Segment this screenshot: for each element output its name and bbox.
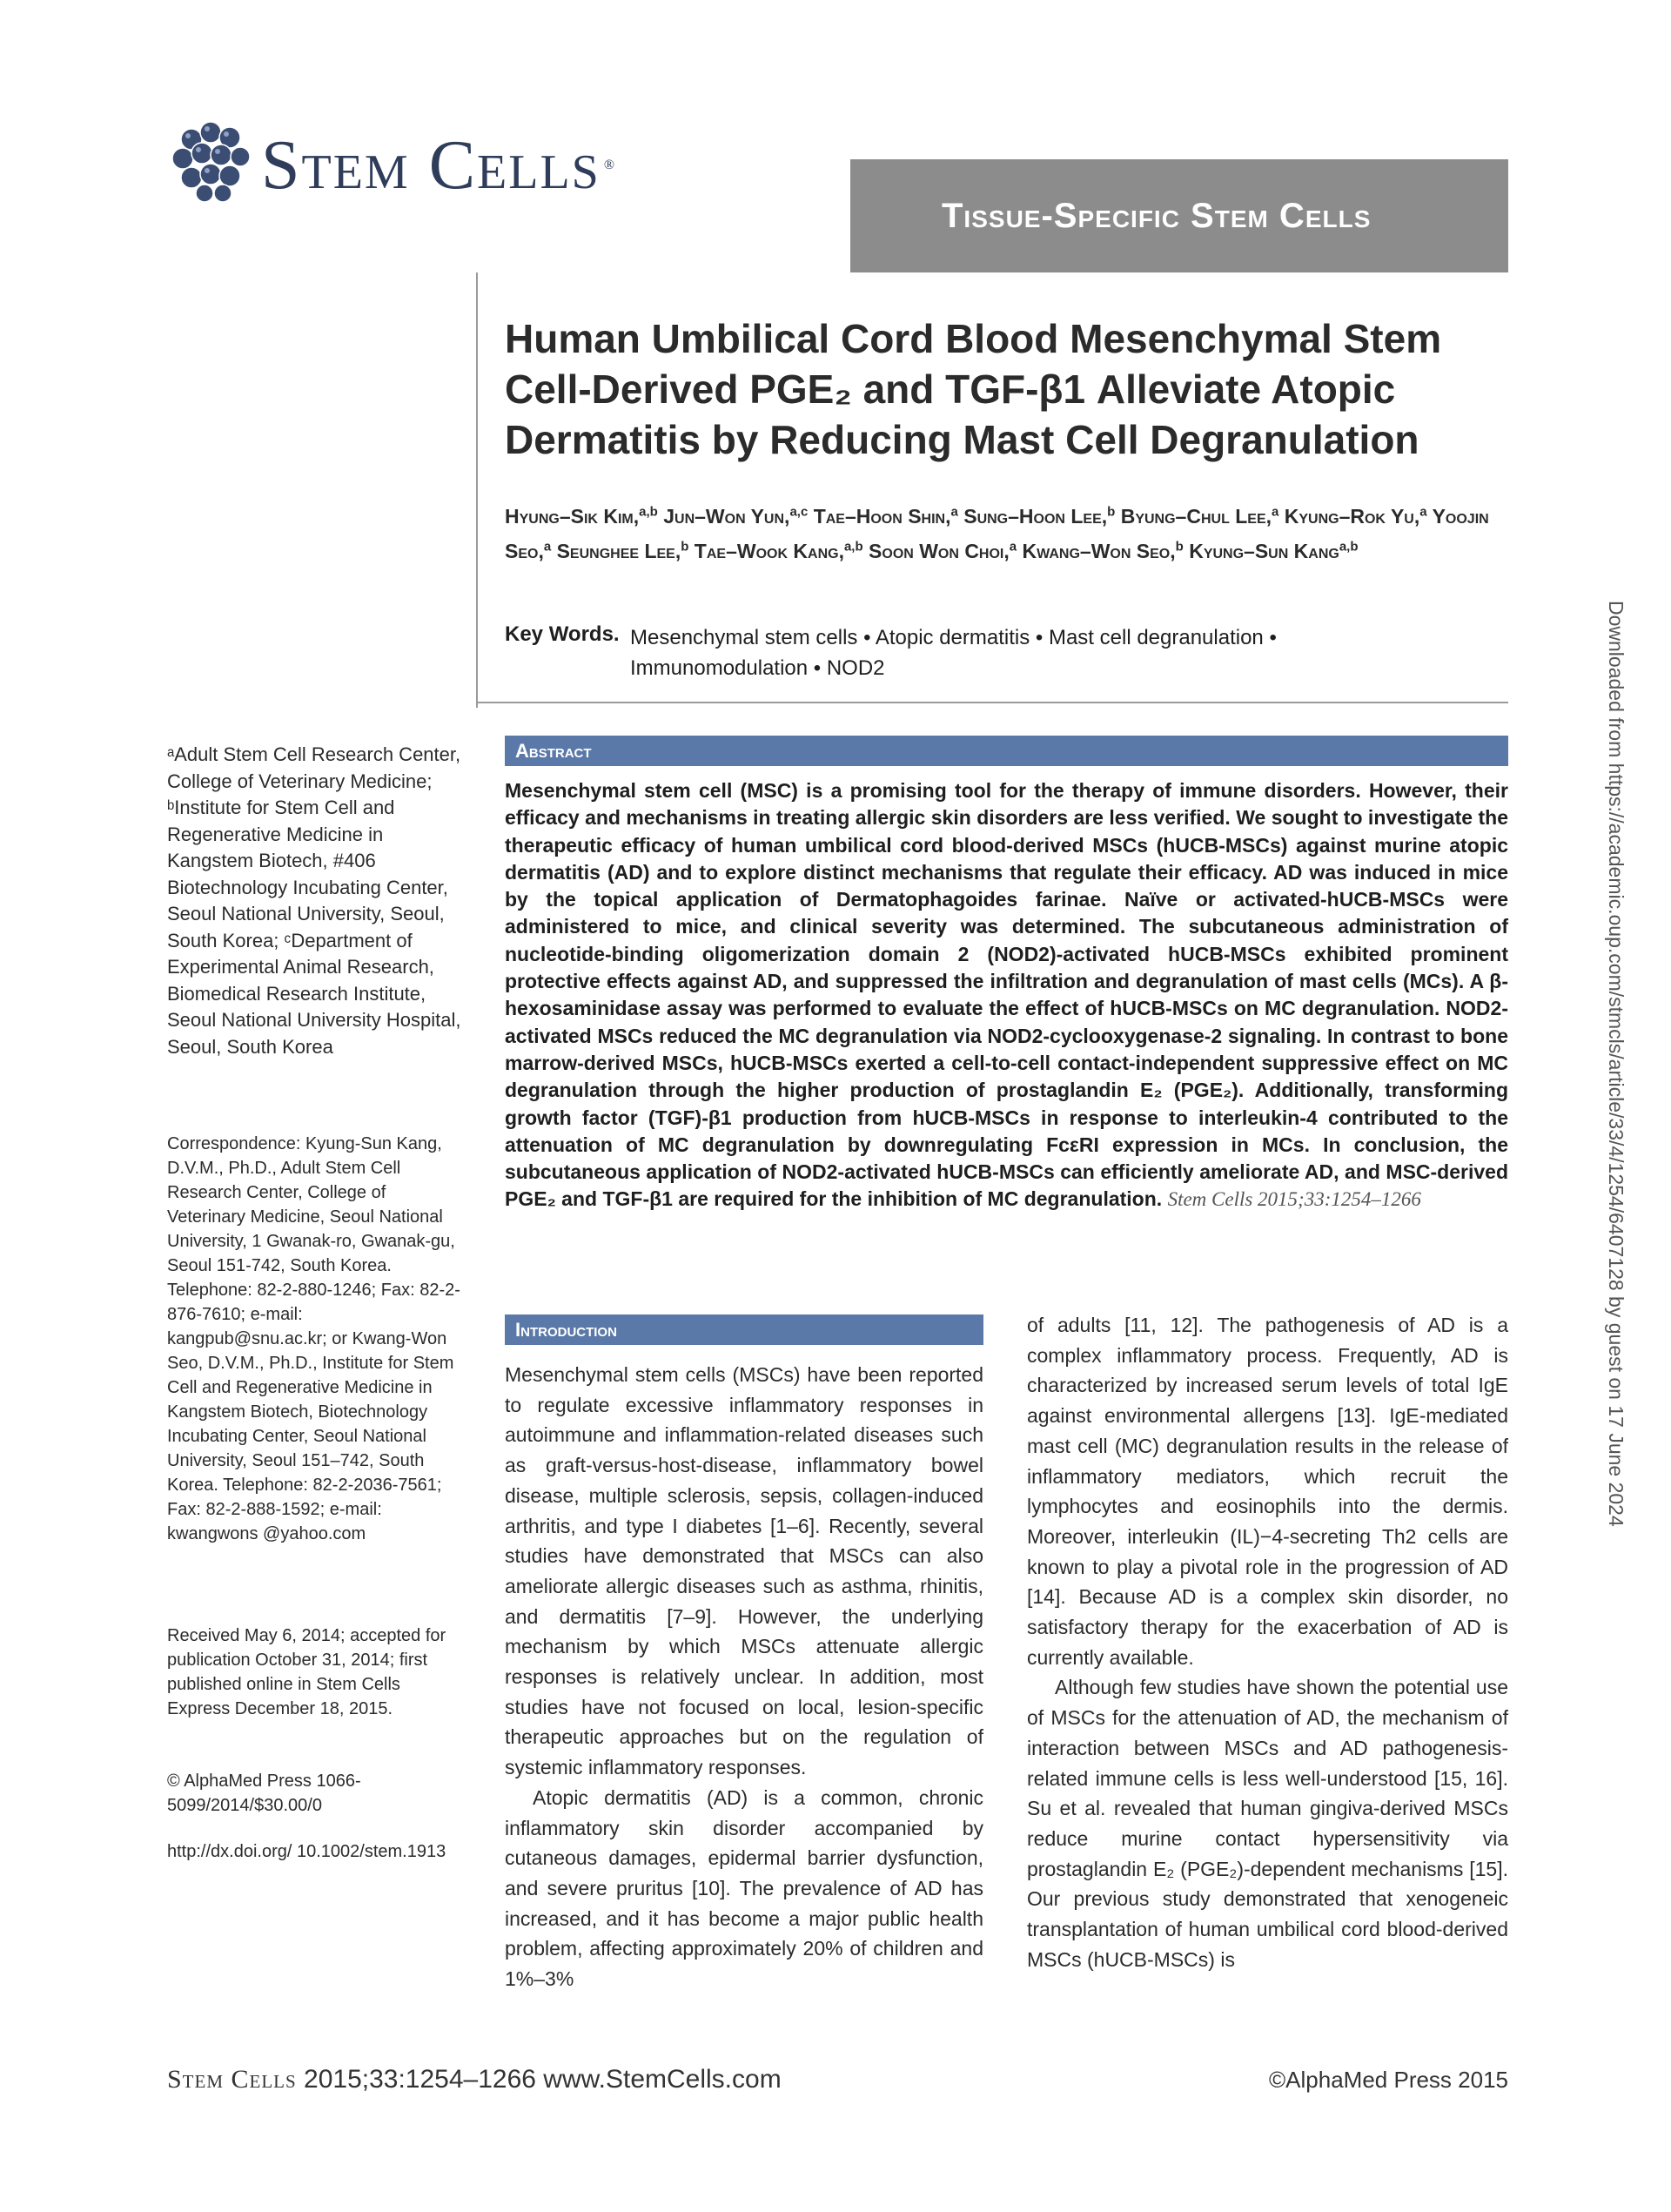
author-name: Yoojin Seo,: [505, 504, 1489, 563]
author-affiliation-marker: a,c: [789, 504, 809, 519]
author: [1285, 505, 1427, 528]
author-affiliation-marker: a: [1009, 539, 1017, 555]
author-name: Tae–Wook Kang,: [694, 540, 844, 563]
received-dates: Received May 6, 2014; accepted for publication October 31, 2014; first published online in Stem Cells Express December 18, 2015.: [167, 1626, 446, 1718]
doi-link[interactable]: http://dx.doi.org/ 10.1002/stem.1913: [167, 1842, 446, 1861]
author: [1121, 505, 1279, 528]
title-divider-horizontal: [476, 702, 1508, 703]
author: [869, 540, 1017, 562]
body-column-left: [505, 1360, 983, 1994]
author: [963, 505, 1115, 528]
author: [663, 505, 808, 528]
author: [1023, 540, 1184, 562]
author-name: Byung–Chul Lee,: [1120, 504, 1272, 528]
copyright-notice: © AlphaMed Press 1066-5099/2014/$30.00/0: [167, 1772, 361, 1815]
keywords: Mesenchymal stem cells • Atopic dermatitis • Mast cell degranulation • Immunomodulation • NOD2: [630, 626, 1277, 680]
cell-cluster-logo-icon: [165, 113, 261, 209]
article-title: Human Umbilical Cord Blood Mesenchymal Stem Cell-Derived PGE₂ and TGF-β1 Alleviate Atopic Dermatitis by Reducing Mast Cell Degranulation: [505, 316, 1442, 462]
abstract-body: Mesenchymal stem cell (MSC) is a promising tool for the therapy of immune disorders. However, their efficacy and mechanisms in treating allergic skin disorders are less verified. We sought to investigate the therapeutic efficacy of human umbilical cord blood-derived MSCs (hUCB-MSCs) against murine atopic dermatitis (AD) and to explore distinct mechanisms that regulate their efficacy. AD was induced in mice by the topical application of Dermatophagoides farinae. Naïve or activated-hUCB-MSCs were administered to mice, and clinical severity was determined. The subcutaneous administration of nucleotide-binding oligomerization domain 2 (NOD2)-activated hUCB-MSCs exhibited prominent protective effects against AD, and suppressed the infiltration and degranulation of mast cells (MCs). A β-hexosaminidase assay was performed to evaluate the effect of hUCB-MSCs on MC degranulation. NOD2-activated MSCs reduced the MC degranulation via NOD2-cyclooxygenase-2 signaling. In contrast to bone marrow-derived MSCs, hUCB-MSCs exerted a cell-to-cell contact-independent suppressive effect on MC degranulation through the higher production of prostaglandin E₂ (PGE₂). Additionally, transforming growth factor (TGF)-β1 production from hUCB-MSCs in response to interleukin-4 contributed to the attenuation of MC degranulation by downregulating FcεRI expression in MCs. In conclusion, the subcutaneous application of NOD2-activated hUCB-MSCs can efficiently ameliorate AD, and MSC-derived PGE₂ and TGF-β1 are required for the inhibition of MC degranulation.: [505, 779, 1508, 1211]
author-name: Kyung–Sun Kang: [1189, 540, 1339, 563]
author-affiliation-marker: a: [950, 504, 958, 519]
author: [505, 505, 658, 528]
paragraph: of adults [11, 12]. The pathogenesis of AD is a complex inflammatory process. Frequently, AD is characterized by increased serum levels of total IgE against environmental allergens [13]. IgE-mediated mast cell (MC) degranulation results in the release of inflammatory mediators, which recruit the lymphocytes and eosinophils into the dermis. Moreover, interleukin (IL)−4-secreting Th2 cells are known to play a pivotal role in the progression of AD [14]. Because AD is a complex skin disorder, no satisfactory therapy for the exacerbation of AD is currently available.: [1027, 1314, 1508, 1669]
author-affiliation-marker: a: [1419, 504, 1427, 519]
footer-citation: [167, 2065, 782, 2094]
footer-journal: Stem Cells: [167, 2065, 297, 2094]
author-affiliation-marker: a: [543, 539, 552, 555]
paragraph: Although few studies have shown the potential use of MSCs for the attenuation of AD, the mechanism of interaction between MSCs and AD pathogenesis-related immune cells is less well-understood [15, 16]. Su et al. revealed that human gingiva-derived MSCs reduce murine contact hypersensitivity via prostaglandin E₂ (PGE₂)-dependent mechanisms [15]. Our previous study demonstrated that xenogeneic transplantation of human umbilical cord blood-derived MSCs (hUCB-MSCs) is: [1027, 1676, 1508, 1971]
journal-logo-text: Stem Cells ®: [261, 127, 616, 204]
author-affiliation-marker: a: [1272, 504, 1279, 519]
abstract-text: [505, 777, 1508, 1214]
author-affiliation-marker: b: [1107, 504, 1116, 519]
title-divider-vertical: [476, 272, 478, 708]
paragraph: Atopic dermatitis (AD) is a common, chronic inflammatory skin disorder accompanied by cutaneous damages, epidermal barrier dysfunction, and severe pruritus [10]. The prevalence of AD has increased, and it has become a major public health problem, affecting approximately 20% of children and 1%–3%: [505, 1785, 983, 1991]
author-affiliation-marker: a,b: [843, 539, 863, 555]
keywords-label: Key Words.: [505, 622, 620, 646]
author: [814, 505, 958, 528]
introduction-heading: Introduction: [505, 1314, 983, 1345]
body-column-right: [1027, 1310, 1508, 1974]
footer-citation-text: 2015;33:1254–1266 www.StemCells.com: [296, 2065, 782, 2094]
journal-logo: [165, 113, 618, 209]
correspondence: Correspondence: Kyung-Sun Kang, D.V.M., Ph.D., Adult Stem Cell Research Center, College of Veterinary Medicine, Seoul National University, 1 Gwanak-ro, Gwanak-gu, Seoul 151-742, South Korea. Telephone: 82-2-880-1246; Fax: 82-2-876-7610; e-mail: kangpub@snu.ac.kr; or Kwang-Won Seo, D.V.M., Ph.D., Institute for Stem Cell and Regenerative Medicine in Kangstem Biotech, Biotechnology Incubating Center, Seoul National University, Seoul 151–742, South Korea. Telephone: 82-2-2036-7561; Fax: 82-2-888-1592; e-mail: kwangwons @yahoo.com: [167, 1134, 460, 1543]
paragraph: Mesenchymal stem cells (MSCs) have been reported to regulate excessive inflammatory responses in autoimmune and inflammation-related diseases such as graft-versus-host-disease, inflammatory bowel disease, multiple sclerosis, sepsis, collagen-induced arthritis, and type I diabetes [1–6]. Recently, several studies have demonstrated that MSCs can also ameliorate allergic diseases such as asthma, rhinitis, and dermatitis [7–9]. However, the underlying mechanism by which MSCs attenuate allergic responses is relatively unclear. In addition, most studies have not focused on local, lesion-specific therapeutic approaches but on the regulation of systemic inflammatory responses.: [505, 1363, 983, 1779]
author-affiliation-marker: a,b: [1339, 539, 1359, 555]
author: [557, 540, 689, 562]
author-affiliation-marker: b: [1175, 539, 1184, 555]
author-name: Soon Won Choi,: [869, 540, 1010, 563]
author-affiliation-marker: b: [681, 539, 689, 555]
abstract-heading: Abstract: [505, 736, 1508, 766]
author-name: Kwang–Won Seo,: [1022, 540, 1176, 563]
author-name: Sung–Hoon Lee,: [963, 504, 1108, 528]
author-list: [505, 496, 1506, 567]
affiliations: ᵃAdult Stem Cell Research Center, College of Veterinary Medicine; ᵇInstitute for Stem Cell and Regenerative Medicine in Kangstem Biotech, #406 Biotechnology Incubating Center, Seoul National University, Seoul, South Korea; ᶜDepartment of Experimental Animal Research, Biomedical Research Institute, Seoul National University Hospital, Seoul, South Korea: [167, 743, 461, 1058]
author-name: Kyung–Rok Yu,: [1284, 504, 1420, 528]
author-name: Seunghee Lee,: [556, 540, 681, 563]
author: [1189, 540, 1358, 562]
download-watermark: Downloaded from https://academic.oup.com/stmcls/article/33/4/1254/6407128 by guest on 17 June 2024: [1605, 601, 1627, 1527]
author-name: Tae–Hoon Shin,: [813, 504, 951, 528]
footer-publisher: ©AlphaMed Press 2015: [1269, 2067, 1508, 2093]
author-affiliation-marker: a,b: [639, 504, 658, 519]
abstract-citation: Stem Cells 2015;33:1254–1266: [1167, 1188, 1421, 1211]
author-name: Hyung–Sik Kim,: [505, 504, 640, 528]
author-name: Jun–Won Yun,: [663, 504, 790, 528]
author: [695, 540, 863, 562]
section-banner: Tissue-Specific Stem Cells: [850, 159, 1508, 272]
